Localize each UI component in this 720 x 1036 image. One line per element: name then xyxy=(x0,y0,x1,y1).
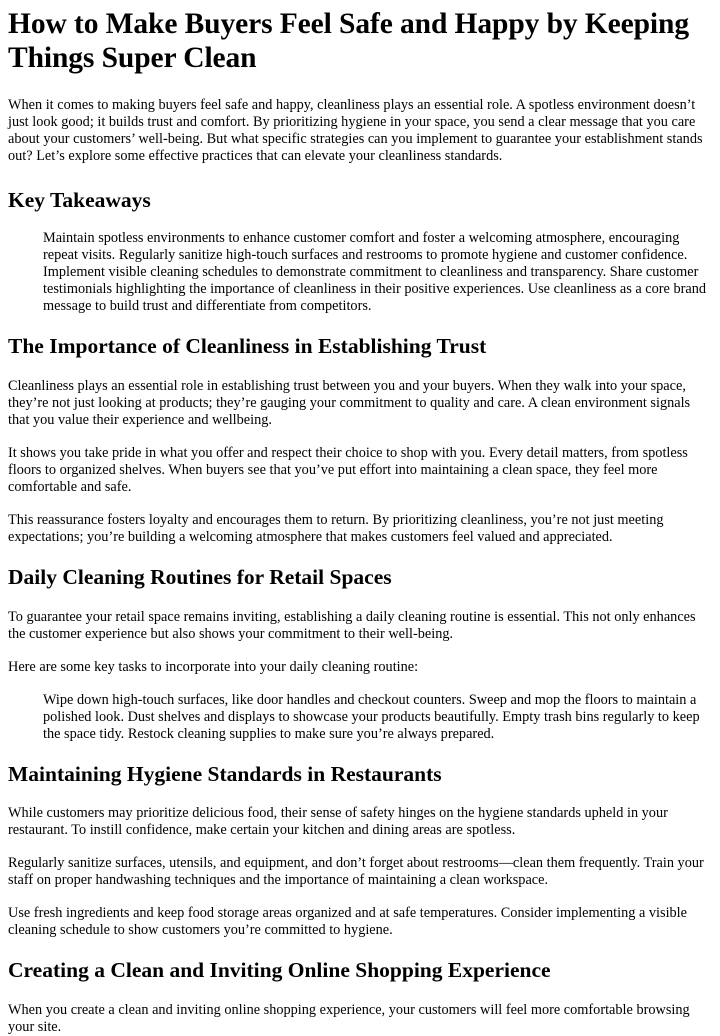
intro-paragraph: When it comes to making buyers feel safe and happy, cleanliness plays an essential role. A spotless environment doesn’t just look good; it builds trust and comfort. By prioritizing hygiene in your space, you send a clear message that you care about your customers’ well-being. But what specific strategies can you implement to guarantee your establishment stands out? Let’s explore some effective practices that can elevate your cleanliness standards. xyxy=(8,97,703,164)
article xyxy=(0,7,720,1035)
heading-online-shopping-experience: Creating a Clean and Inviting Online Shopping Experience xyxy=(8,958,551,982)
paragraph: Cleanliness plays an essential role in establishing trust between you and your buyers. When they walk into your space, they’re not just looking at products; they’re gauging your commitment to quality and care. A clean environment signals that you value their experience and wellbeing. xyxy=(8,378,691,428)
paragraph: Use fresh ingredients and keep food storage areas organized and at safe temperatures. Consider implementing a visible cleaning schedule to show customers you’re committed to hygiene. xyxy=(8,905,688,938)
paragraph: While customers may prioritize delicious food, their sense of safety hinges on the hygiene standards upheld in your restaurant. To instill confidence, make certain your kitchen and dining areas are spotless. xyxy=(8,805,668,838)
heading-daily-cleaning-routines: Daily Cleaning Routines for Retail Spaces xyxy=(8,565,392,589)
heading-hygiene-in-restaurants: Maintaining Hygiene Standards in Restaurants xyxy=(8,762,442,786)
heading-key-takeaways: Key Takeaways xyxy=(8,188,151,212)
paragraph: To guarantee your retail space remains inviting, establishing a daily cleaning routine is essential. This not only enhances the customer experience but also shows your commitment to their well-being. xyxy=(8,609,696,642)
paragraph: Regularly sanitize surfaces, utensils, and equipment, and don’t forget about restrooms—clean them frequently. Train your staff on proper handwashing techniques and the importance of maintaining a clean workspace. xyxy=(8,855,704,888)
paragraph: This reassurance fosters loyalty and encourages them to return. By prioritizing cleanliness, you’re not just meeting expectations; you’re building a welcoming atmosphere that makes customers feel valued and appreciated. xyxy=(8,512,664,545)
key-takeaways-list: Maintain spotless environments to enhance customer comfort and foster a welcoming atmosphere, encouraging repeat visits. Regularly sanitize high-touch surfaces and restrooms to promote hygiene and customer confidence. Implement visible cleaning schedules to demonstrate commitment to cleanliness and transparency. Share customer testimonials highlighting the importance of cleanliness in their positive experiences. Use cleanliness as a core brand message to build trust and differentiate from competitors. xyxy=(43,230,707,314)
heading-importance-of-cleanliness: The Importance of Cleanliness in Establishing Trust xyxy=(8,334,487,358)
paragraph: When you create a clean and inviting online shopping experience, your customers will feel more comfortable browsing your site. xyxy=(8,1002,690,1035)
paragraph: It shows you take pride in what you offer and respect their choice to shop with you. Every detail matters, from spotless floors to organized shelves. When buyers see that you’ve put effort into maintaining a clean space, they feel more comfortable and safe. xyxy=(8,445,688,495)
paragraph: Here are some key tasks to incorporate into your daily cleaning routine: xyxy=(8,659,419,675)
daily-tasks-list: Wipe down high-touch surfaces, like door handles and checkout counters. Sweep and mop the floors to maintain a polished look. Dust shelves and displays to showcase your products beautifully. Empty trash bins regularly to keep the space tidy. Restock cleaning supplies to make sure you’re always prepared. xyxy=(43,692,700,742)
article-title: How to Make Buyers Feel Safe and Happy by Keeping Things Super Clean xyxy=(8,8,689,74)
